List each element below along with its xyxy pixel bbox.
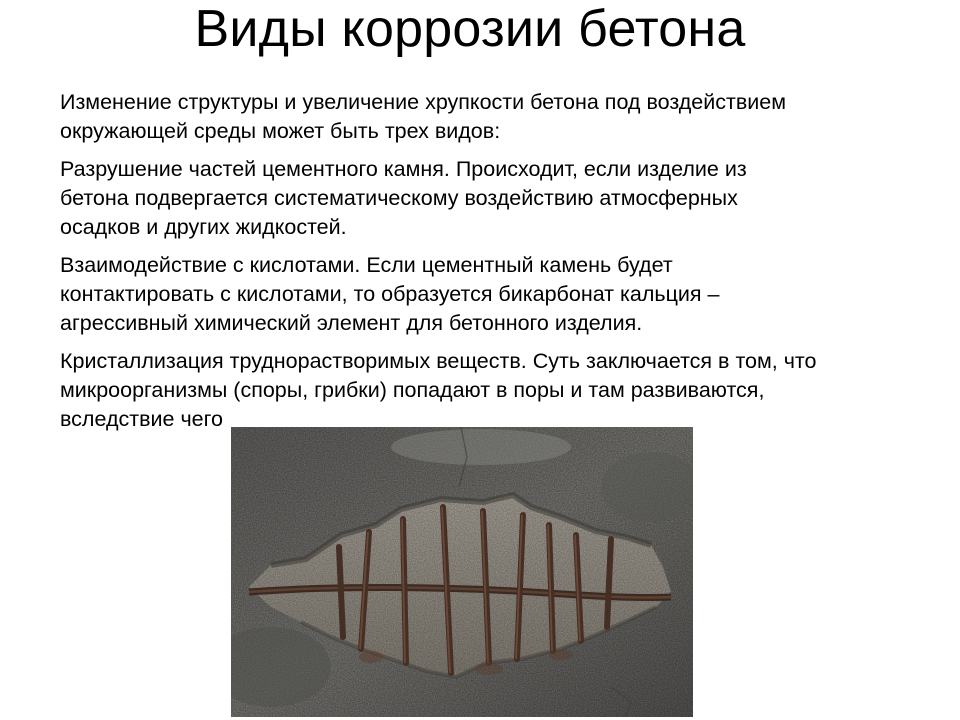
slide-title: Виды коррозии бетона xyxy=(194,0,746,58)
slide-body xyxy=(60,88,930,443)
paragraph-cement-stone: Разрушение частей цементного камня. Происходит, если изделие из бетона подвергается систематическому воздействию атмосферных осадков и других жидкостей. xyxy=(60,157,747,239)
paragraph-crystallization: Кристаллизация труднорастворимых веществ. Суть заключается в том, что микроорганизмы (споры, грибки) попадают в поры и там развиваются, вследствие чего xyxy=(60,349,817,431)
paragraph-intro: Изменение структуры и увеличение хрупкости бетона под воздействием окружающей среды может быть трех видов: xyxy=(60,90,787,143)
concrete-corrosion-image xyxy=(231,427,693,717)
concrete-corrosion-photo xyxy=(231,427,693,717)
paragraph-acids: Взаимодействие с кислотами. Если цементный камень будет контактировать с кислотами, то образуется бикарбонат кальция – агрессивный химический элемент для бетонного изделия. xyxy=(60,253,720,335)
